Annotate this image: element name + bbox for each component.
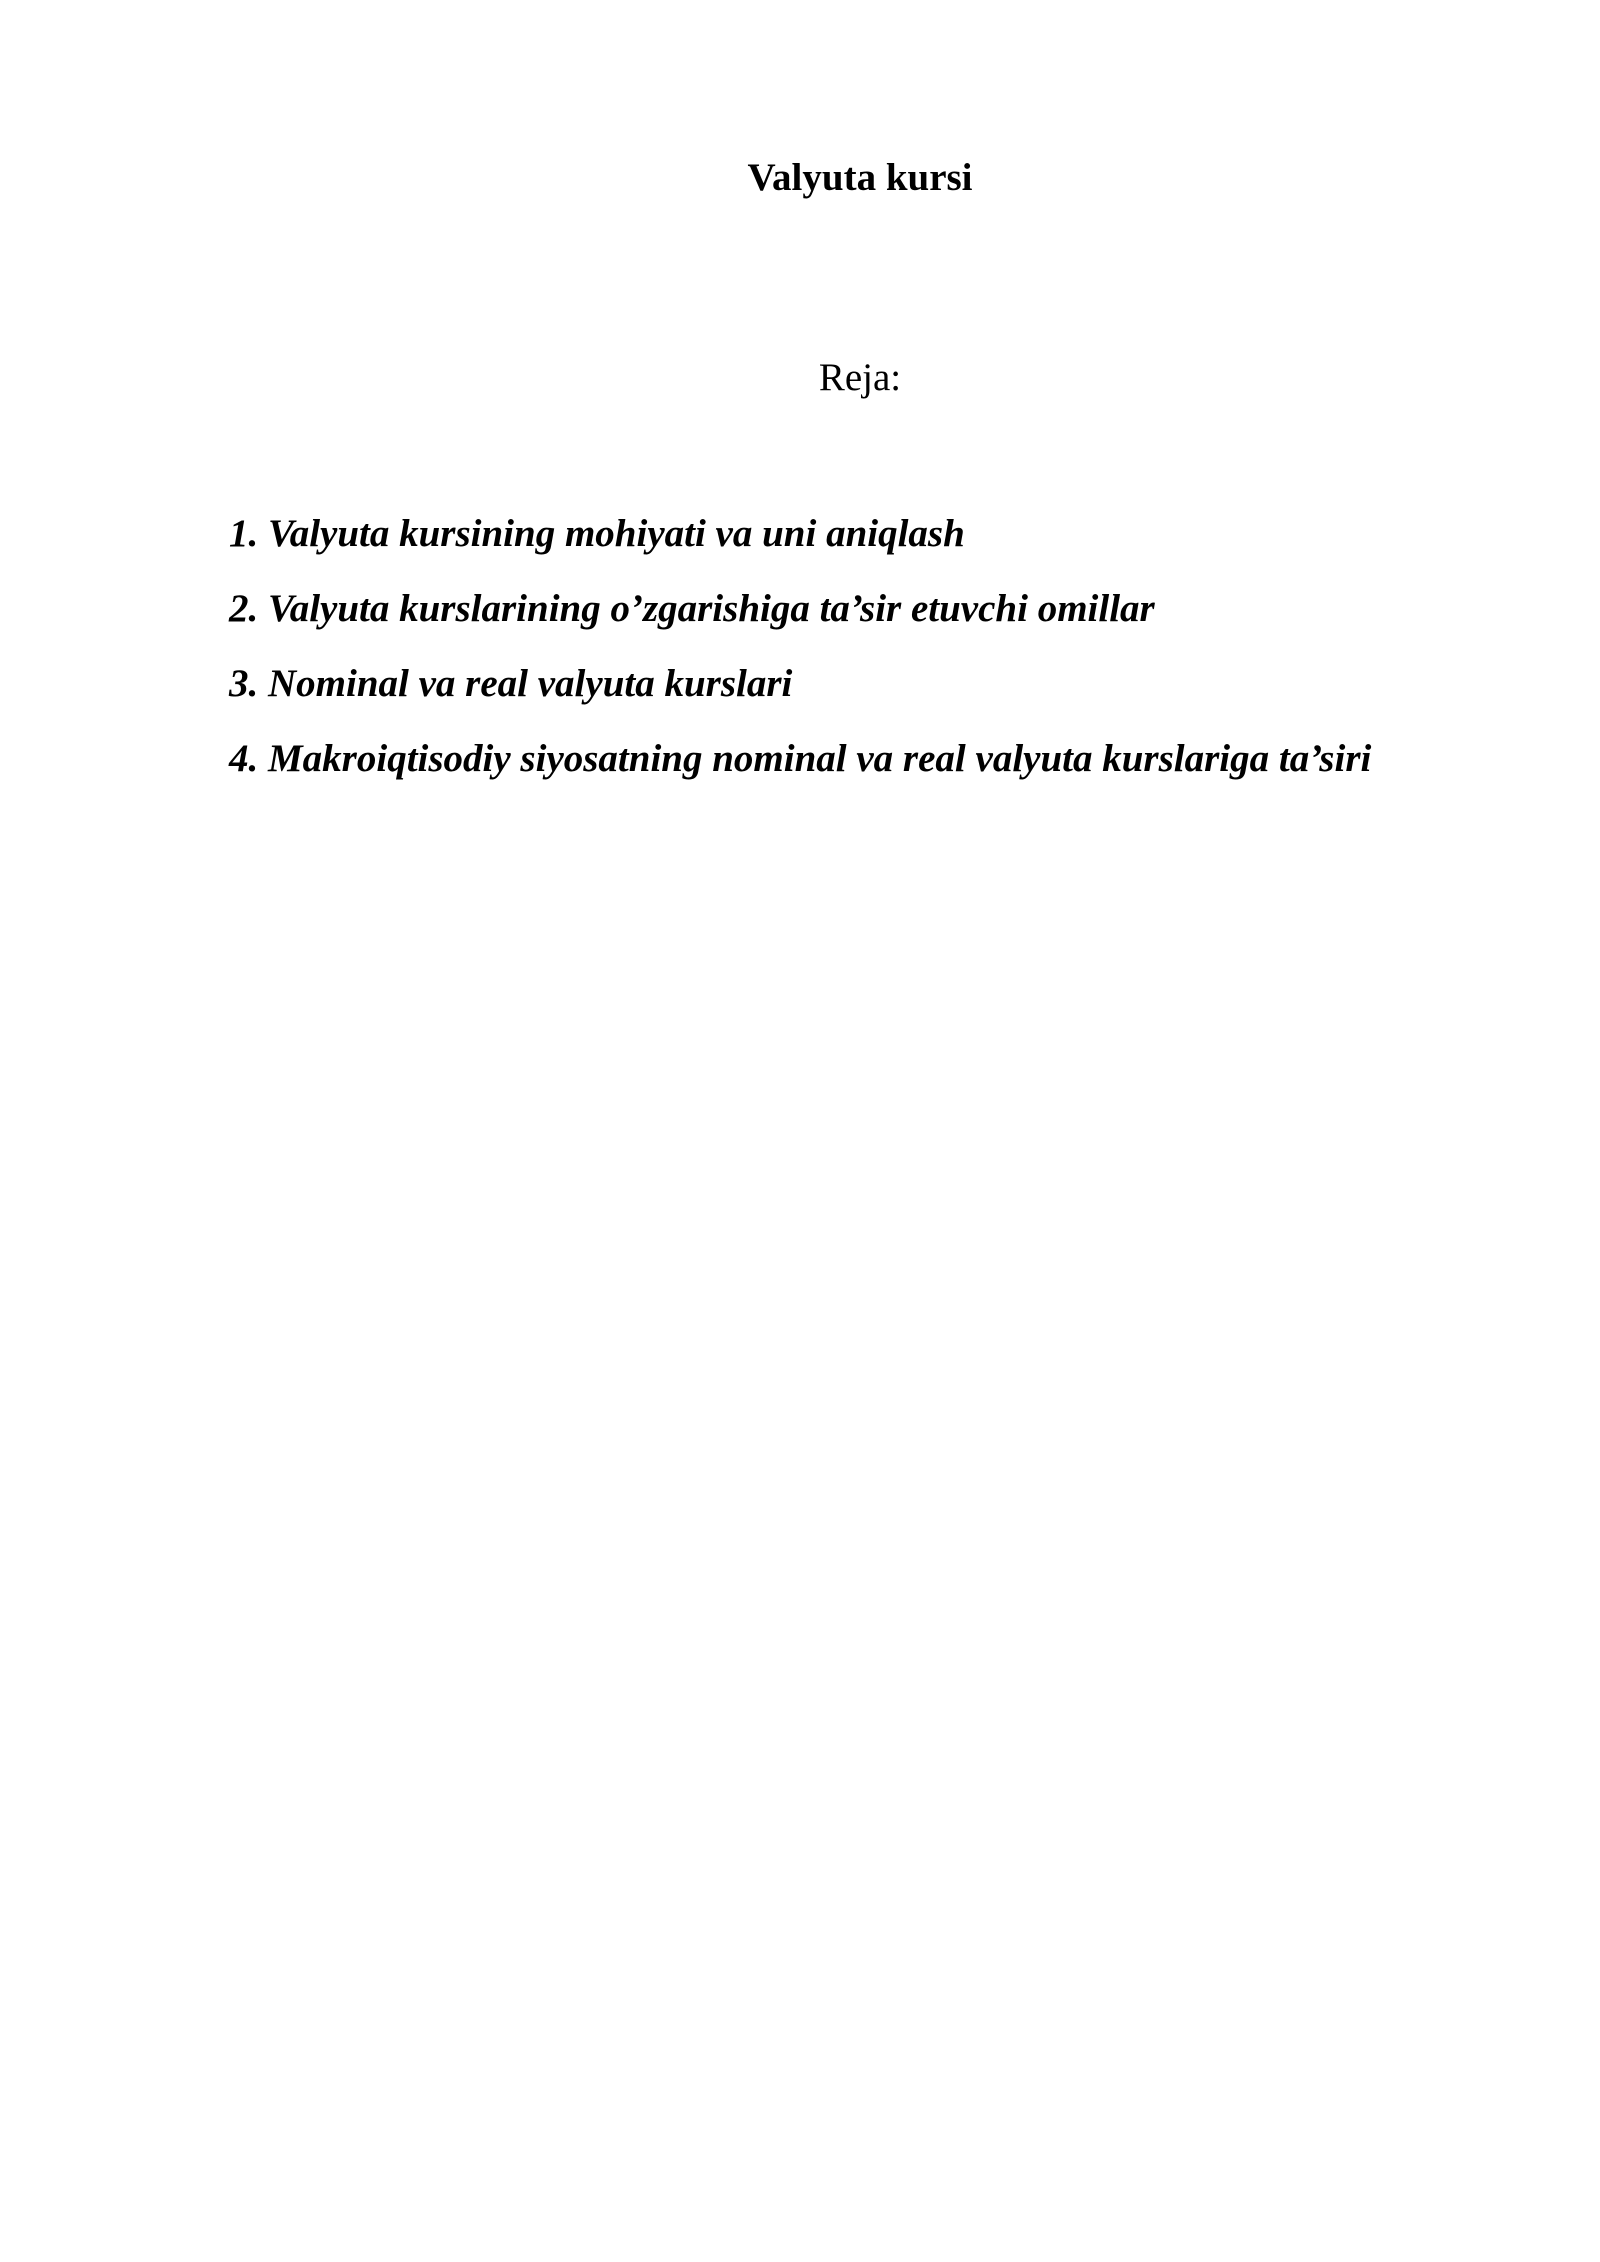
- plan-item-1: 1. Valyuta kursining mohiyati va uni aniqlash: [229, 512, 965, 555]
- plan-heading: Reja:: [818, 356, 902, 399]
- plan-item-3: 3. Nominal va real valyuta kurslari: [229, 662, 793, 705]
- document-title: Valyuta kursi: [747, 156, 973, 199]
- plan-item-4: 4. Makroiqtisodiy siyosatning nominal va real valyuta kurslariga ta’siri: [229, 737, 1372, 780]
- plan-item-2: 2. Valyuta kurslarining o’zgarishiga ta’sir etuvchi omillar: [229, 587, 1155, 630]
- plan-list: [229, 496, 1389, 796]
